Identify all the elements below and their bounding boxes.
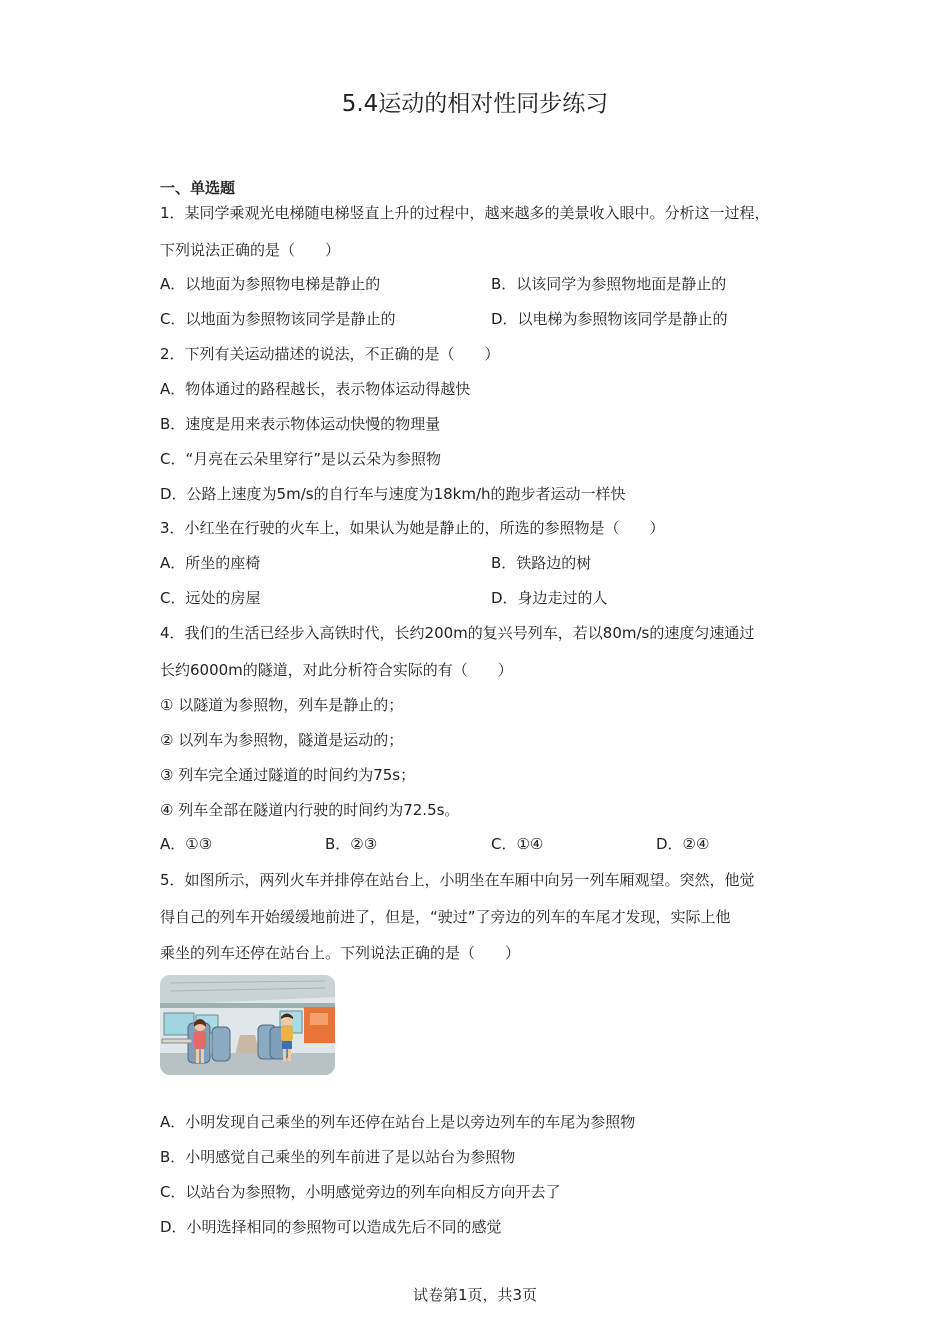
- q5-option-a: A．小明发现自己乘坐的列车还停在站台上是以旁边列车的车尾为参照物: [160, 1113, 636, 1131]
- q2-option-c: C．“月亮在云朵里穿行”是以云朵为参照物: [160, 450, 442, 468]
- q4-statement-2: ② 以列车为参照物，隧道是运动的；: [160, 731, 404, 749]
- q3-option-d: D．身边走过的人: [491, 589, 608, 607]
- q3-option-c: C．远处的房屋: [160, 589, 261, 607]
- q4-option-c: C．①④: [491, 835, 544, 853]
- q5-option-c: C．以站台为参照物，小明感觉旁边的列车向相反方向开去了: [160, 1183, 561, 1201]
- section-heading: 一、单选题: [160, 179, 236, 197]
- q2-option-d: D．公路上速度为5m/s的自行车与速度为18km/h的跑步者运动一样快: [160, 485, 626, 503]
- q4-option-d: D．②④: [656, 835, 710, 853]
- q1-option-a: A．以地面为参照物电梯是静止的: [160, 275, 381, 293]
- q4-statement-3: ③ 列车完全通过隧道的时间约为75s；: [160, 766, 416, 784]
- q2-stem: 2．下列有关运动描述的说法，不正确的是（ ）: [160, 345, 500, 363]
- q4-stem-line2: 长约6000m的隧道，对此分析符合实际的有（ ）: [160, 661, 513, 679]
- page-footer: 试卷第1页，共3页: [412, 1286, 538, 1304]
- q4-statement-1: ① 以隧道为参照物，列车是静止的；: [160, 696, 404, 714]
- q1-option-c: C．以地面为参照物该同学是静止的: [160, 310, 396, 328]
- train-carriage-illustration: [160, 975, 335, 1075]
- q3-stem: 3．小红坐在行驶的火车上，如果认为她是静止的，所选的参照物是（ ）: [160, 519, 665, 537]
- q5-stem-line1: 5．如图所示，两列火车并排停在站台上，小明坐在车厢中向另一列车厢观望。突然，他觉: [160, 871, 755, 889]
- q4-option-b: B．②③: [325, 835, 378, 853]
- q3-option-a: A．所坐的座椅: [160, 554, 261, 572]
- q1-option-d: D．以电梯为参照物该同学是静止的: [491, 310, 728, 328]
- q2-option-a: A．物体通过的路程越长，表示物体运动得越快: [160, 380, 471, 398]
- q4-stem-line1: 4．我们的生活已经步入高铁时代，长约200m的复兴号列车，若以80m/s的速度匀速通过: [160, 624, 755, 642]
- q5-option-d: D．小明选择相同的参照物可以造成先后不同的感觉: [160, 1218, 502, 1236]
- q1-stem-line1: 1．某同学乘观光电梯随电梯竖直上升的过程中，越来越多的美景收入眼中。分析这一过程，: [160, 204, 770, 222]
- q5-option-b: B．小明感觉自己乘坐的列车前进了是以站台为参照物: [160, 1148, 516, 1166]
- q4-option-a: A．①③: [160, 835, 213, 853]
- q3-option-b: B．铁路边的树: [491, 554, 592, 572]
- q1-option-b: B．以该同学为参照物地面是静止的: [491, 275, 727, 293]
- q1-stem-line2: 下列说法正确的是（ ）: [160, 241, 341, 259]
- q4-statement-4: ④ 列车全部在隧道内行驶的时间约为72.5s。: [160, 801, 460, 819]
- page-title: 5.4运动的相对性同步练习: [341, 91, 609, 117]
- q5-stem-line3: 乘坐的列车还停在站台上。下列说法正确的是（ ）: [160, 944, 521, 962]
- q5-stem-line2: 得自己的列车开始缓缓地前进了，但是，“驶过”了旁边的列车的车尾才发现，实际上他: [160, 908, 731, 926]
- q2-option-b: B．速度是用来表示物体运动快慢的物理量: [160, 415, 441, 433]
